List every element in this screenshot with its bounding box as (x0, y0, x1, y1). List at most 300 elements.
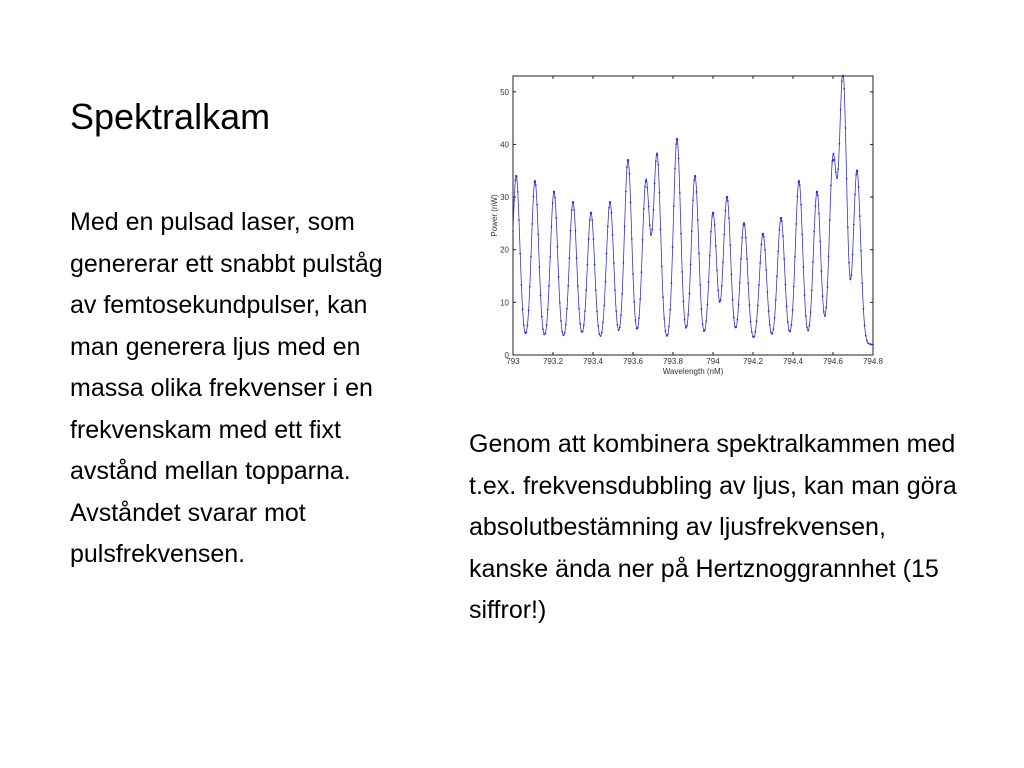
data-point (786, 305, 788, 307)
data-point (659, 192, 661, 194)
data-point (775, 299, 777, 301)
data-point (591, 219, 593, 221)
data-point (704, 329, 706, 331)
data-point (810, 311, 812, 313)
data-point (765, 269, 767, 271)
data-point (545, 332, 547, 334)
series-group (512, 75, 874, 346)
data-point (805, 315, 807, 317)
data-point (860, 250, 862, 252)
data-point (818, 213, 820, 215)
data-point (575, 230, 577, 232)
data-point (595, 289, 597, 291)
data-point (672, 246, 674, 248)
data-point (657, 164, 659, 166)
data-point (833, 153, 835, 155)
data-point (800, 204, 802, 206)
data-point (758, 284, 760, 286)
data-point (763, 236, 765, 238)
data-point (745, 237, 747, 239)
data-point (614, 289, 616, 291)
data-point (735, 326, 737, 328)
data-point (846, 178, 848, 180)
data-point (750, 321, 752, 323)
data-point (711, 215, 713, 217)
data-point (625, 191, 627, 193)
data-point (600, 335, 602, 337)
data-point (626, 166, 628, 168)
y-tick-label: 20 (500, 245, 509, 255)
data-point (792, 309, 794, 311)
data-point (840, 109, 842, 111)
x-tick-label: 794 (706, 357, 720, 366)
data-point (872, 344, 874, 346)
data-point (551, 226, 553, 228)
data-point (579, 323, 581, 325)
data-point (847, 227, 849, 229)
data-point (593, 238, 595, 240)
data-point (768, 310, 770, 312)
data-point (709, 255, 711, 257)
peak-point (645, 180, 647, 182)
data-point (854, 194, 856, 196)
data-point (739, 282, 741, 284)
data-point (776, 275, 778, 277)
y-tick-label: 10 (500, 298, 509, 308)
data-point (637, 327, 639, 329)
data-point (770, 332, 772, 334)
data-point (512, 230, 514, 232)
x-tick-label: 793.2 (542, 357, 564, 366)
data-point (530, 256, 532, 258)
data-point (597, 325, 599, 327)
data-point (701, 308, 703, 310)
peak-point (780, 217, 782, 219)
data-point (650, 234, 652, 236)
data-point (687, 314, 689, 316)
data-point (773, 328, 775, 330)
data-point (555, 217, 557, 219)
data-point (531, 223, 533, 225)
slide-title: Spektralkam (70, 96, 271, 137)
data-point (618, 329, 620, 331)
data-point (823, 311, 825, 313)
data-point (812, 261, 814, 263)
data-point (570, 230, 572, 232)
data-point (665, 330, 667, 332)
data-point (554, 197, 556, 199)
data-point (839, 143, 841, 145)
data-point (542, 328, 544, 330)
data-point (779, 229, 781, 231)
data-point (774, 317, 776, 319)
data-point (722, 261, 724, 263)
data-point (673, 205, 675, 207)
data-point (729, 244, 731, 246)
data-point (683, 300, 685, 302)
data-point (649, 224, 651, 226)
data-point (631, 238, 633, 240)
data-point (644, 186, 646, 188)
data-point (861, 282, 863, 284)
data-point (797, 196, 799, 198)
data-point (619, 326, 621, 328)
data-point (822, 295, 824, 297)
data-point (746, 258, 748, 260)
data-point (588, 238, 590, 240)
data-point (809, 325, 811, 327)
data-point (515, 179, 517, 181)
data-point (756, 321, 758, 323)
data-point (680, 233, 682, 235)
data-point (855, 174, 857, 176)
data-point (668, 325, 670, 327)
data-point (566, 308, 568, 310)
data-point (667, 334, 669, 336)
data-point (624, 226, 626, 228)
peak-point (572, 201, 574, 203)
data-point (710, 231, 712, 233)
x-tick-label: 793.6 (622, 357, 644, 366)
data-point (686, 325, 688, 327)
data-point (696, 191, 698, 193)
peak-point (832, 159, 834, 161)
data-point (564, 332, 566, 334)
spectrum-chart-svg (486, 72, 886, 382)
data-point (543, 334, 545, 336)
data-point (546, 324, 548, 326)
data-point (821, 270, 823, 272)
data-point (828, 255, 830, 257)
data-point (623, 262, 625, 264)
data-point (851, 274, 853, 276)
data-point (638, 317, 640, 319)
data-point (747, 282, 749, 284)
data-point (698, 253, 700, 255)
data-point (573, 209, 575, 211)
data-point (633, 301, 635, 303)
data-point (655, 160, 657, 162)
data-point (541, 316, 543, 318)
data-point (549, 256, 551, 258)
data-point (697, 219, 699, 221)
data-point (751, 331, 753, 333)
data-point (666, 335, 668, 337)
data-point (728, 217, 730, 219)
peak-point (553, 191, 555, 193)
data-point (584, 310, 586, 312)
data-point (578, 308, 580, 310)
data-point (567, 285, 569, 287)
data-point (690, 264, 692, 266)
data-point (589, 219, 591, 221)
data-point (719, 301, 721, 303)
data-point (663, 318, 665, 320)
data-point (732, 299, 734, 301)
data-point (721, 285, 723, 287)
data-point (576, 257, 578, 259)
data-point (612, 234, 614, 236)
data-point (769, 324, 771, 326)
data-point (525, 332, 527, 334)
data-point (521, 284, 523, 286)
x-tick-label: 793 (506, 357, 520, 366)
data-point (635, 319, 637, 321)
data-point (852, 254, 854, 256)
data-point (540, 295, 542, 297)
x-tick-label: 794.8 (862, 357, 884, 366)
data-point (601, 331, 603, 333)
data-point (582, 331, 584, 333)
data-point (518, 219, 520, 221)
data-point (715, 245, 717, 247)
data-point (858, 186, 860, 188)
data-point (642, 239, 644, 241)
data-point (733, 317, 735, 319)
data-point (725, 210, 727, 212)
data-point (794, 255, 796, 257)
data-point (708, 281, 710, 283)
data-point (661, 266, 663, 268)
peak-point (762, 233, 764, 235)
data-point (841, 80, 843, 82)
data-point (795, 223, 797, 225)
data-point (599, 333, 601, 335)
data-point (815, 205, 817, 207)
data-point (548, 285, 550, 287)
data-point (825, 307, 827, 309)
data-point (557, 246, 559, 248)
data-point (787, 321, 789, 323)
data-point (848, 262, 850, 264)
left-paragraph: Med en pulsad laser, som genererar ett snabbt pulståg av femtosekundpulser, kan man generera ljus med en massa olika frekvenser i en frekvenskam med ett fixt avstånd mellan topparna. Avståndet svarar mot pulsfrekvensen. (70, 208, 383, 568)
data-point (824, 315, 826, 317)
data-point (791, 324, 793, 326)
peak-point (726, 196, 728, 198)
spectrum-chart (486, 72, 886, 382)
data-point (522, 308, 524, 310)
data-point (755, 331, 757, 333)
data-point (777, 250, 779, 252)
data-point (608, 207, 610, 209)
data-point (613, 262, 615, 264)
data-point (803, 266, 805, 268)
data-point (571, 209, 573, 211)
peak-point (816, 191, 818, 193)
peak-point (515, 175, 517, 177)
data-point (651, 229, 653, 231)
data-point (632, 273, 634, 275)
data-point (702, 323, 704, 325)
data-point (594, 264, 596, 266)
data-point (705, 320, 707, 322)
data-point (692, 199, 694, 201)
data-point (523, 324, 525, 326)
data-point (737, 319, 739, 321)
data-point (789, 331, 791, 333)
data-point (648, 205, 650, 207)
data-point (863, 308, 865, 310)
data-point (806, 327, 808, 329)
data-point (630, 202, 632, 204)
peak-point (712, 212, 714, 214)
x-tick-label: 794.4 (782, 357, 804, 366)
data-point (671, 282, 673, 284)
data-point (528, 310, 530, 312)
data-point (811, 289, 813, 291)
data-point (559, 302, 561, 304)
data-point (561, 331, 563, 333)
data-point (738, 303, 740, 305)
data-point (807, 330, 809, 332)
data-point (749, 304, 751, 306)
y-tick-label: 40 (500, 140, 509, 150)
data-point (529, 286, 531, 288)
data-point (537, 234, 539, 236)
data-point (757, 305, 759, 307)
data-point (527, 325, 529, 327)
x-tick-label: 793.8 (662, 357, 684, 366)
data-point (849, 278, 851, 280)
data-point (845, 127, 847, 129)
data-point (771, 333, 773, 335)
peak-point (676, 138, 678, 140)
data-point (513, 199, 515, 201)
series-line (513, 76, 873, 344)
data-point (727, 200, 729, 202)
data-point (643, 208, 645, 210)
data-point (767, 291, 769, 293)
data-point (866, 340, 868, 342)
right-paragraph: Genom att kombinera spektralkammen med t.ex. frekvensdubbling av ljus, kan man göra absolutbestämning av ljusfrekvensen, kanske ända ner på Hertznoggrannhet (15 siffror!) (469, 430, 957, 624)
data-point (716, 269, 718, 271)
data-point (684, 319, 686, 321)
data-point (662, 296, 664, 298)
peak-point (798, 180, 800, 182)
data-point (547, 309, 549, 311)
data-point (605, 281, 607, 283)
data-point (853, 224, 855, 226)
x-tick-label: 793.4 (582, 357, 604, 366)
data-point (714, 224, 716, 226)
data-point (517, 191, 519, 193)
data-point (596, 311, 598, 313)
data-point (843, 88, 845, 90)
peak-point (856, 170, 858, 172)
y-tick-label: 30 (500, 193, 509, 203)
data-point (678, 158, 680, 160)
data-point (720, 299, 722, 301)
data-point (539, 266, 541, 268)
data-point (552, 202, 554, 204)
data-point (641, 271, 643, 273)
data-point (764, 249, 766, 251)
x-tick-label: 794.6 (822, 357, 844, 366)
data-point (741, 237, 743, 239)
peak-point (656, 154, 658, 156)
data-point (669, 309, 671, 311)
peak-point (627, 159, 629, 161)
x-tick-label: 794.2 (742, 357, 764, 366)
y-tick-label: 0 (504, 351, 509, 360)
y-axis-label: Power (nW) (490, 194, 499, 237)
data-point (731, 273, 733, 275)
data-point (819, 240, 821, 242)
data-point (817, 195, 819, 197)
data-point (569, 257, 571, 259)
data-point (693, 179, 695, 181)
data-point (653, 209, 655, 211)
data-point (827, 286, 829, 288)
data-point (563, 334, 565, 336)
data-point (759, 262, 761, 264)
data-point (607, 226, 609, 228)
data-point (577, 285, 579, 287)
data-point (660, 229, 662, 231)
data-point (679, 192, 681, 194)
data-point (835, 171, 837, 173)
data-point (753, 336, 755, 338)
data-point (603, 305, 605, 307)
data-point (587, 264, 589, 266)
data-point (782, 235, 784, 237)
data-point (654, 182, 656, 184)
data-point (865, 335, 867, 337)
data-point (583, 324, 585, 326)
peak-point (743, 222, 745, 224)
data-point (639, 298, 641, 300)
data-point (783, 258, 785, 260)
data-point (689, 293, 691, 295)
data-point (804, 295, 806, 297)
data-point (647, 187, 649, 189)
data-point (560, 320, 562, 322)
peak-point (842, 75, 844, 77)
data-point (675, 143, 677, 145)
x-axis-label: Wavelength (nM) (662, 367, 724, 376)
data-point (813, 231, 815, 233)
data-point (707, 304, 709, 306)
data-point (533, 196, 535, 198)
data-point (621, 293, 623, 295)
data-point (785, 284, 787, 286)
data-point (535, 184, 537, 186)
data-point (615, 310, 617, 312)
data-point (617, 324, 619, 326)
data-point (864, 325, 866, 327)
data-point (620, 314, 622, 316)
peak-point (609, 201, 611, 203)
data-point (674, 168, 676, 170)
data-point (837, 168, 839, 170)
data-point (536, 204, 538, 206)
data-point (606, 253, 608, 255)
data-point (681, 271, 683, 273)
data-point (830, 185, 832, 187)
peak-point (590, 212, 592, 214)
data-point (723, 234, 725, 236)
data-point (519, 253, 521, 255)
data-point (565, 324, 567, 326)
data-point (781, 220, 783, 222)
data-point (793, 286, 795, 288)
data-point (645, 179, 647, 181)
data-point (602, 322, 604, 324)
data-point (685, 327, 687, 329)
peak-point (534, 180, 536, 182)
data-point (836, 177, 838, 179)
data-point (558, 276, 560, 278)
